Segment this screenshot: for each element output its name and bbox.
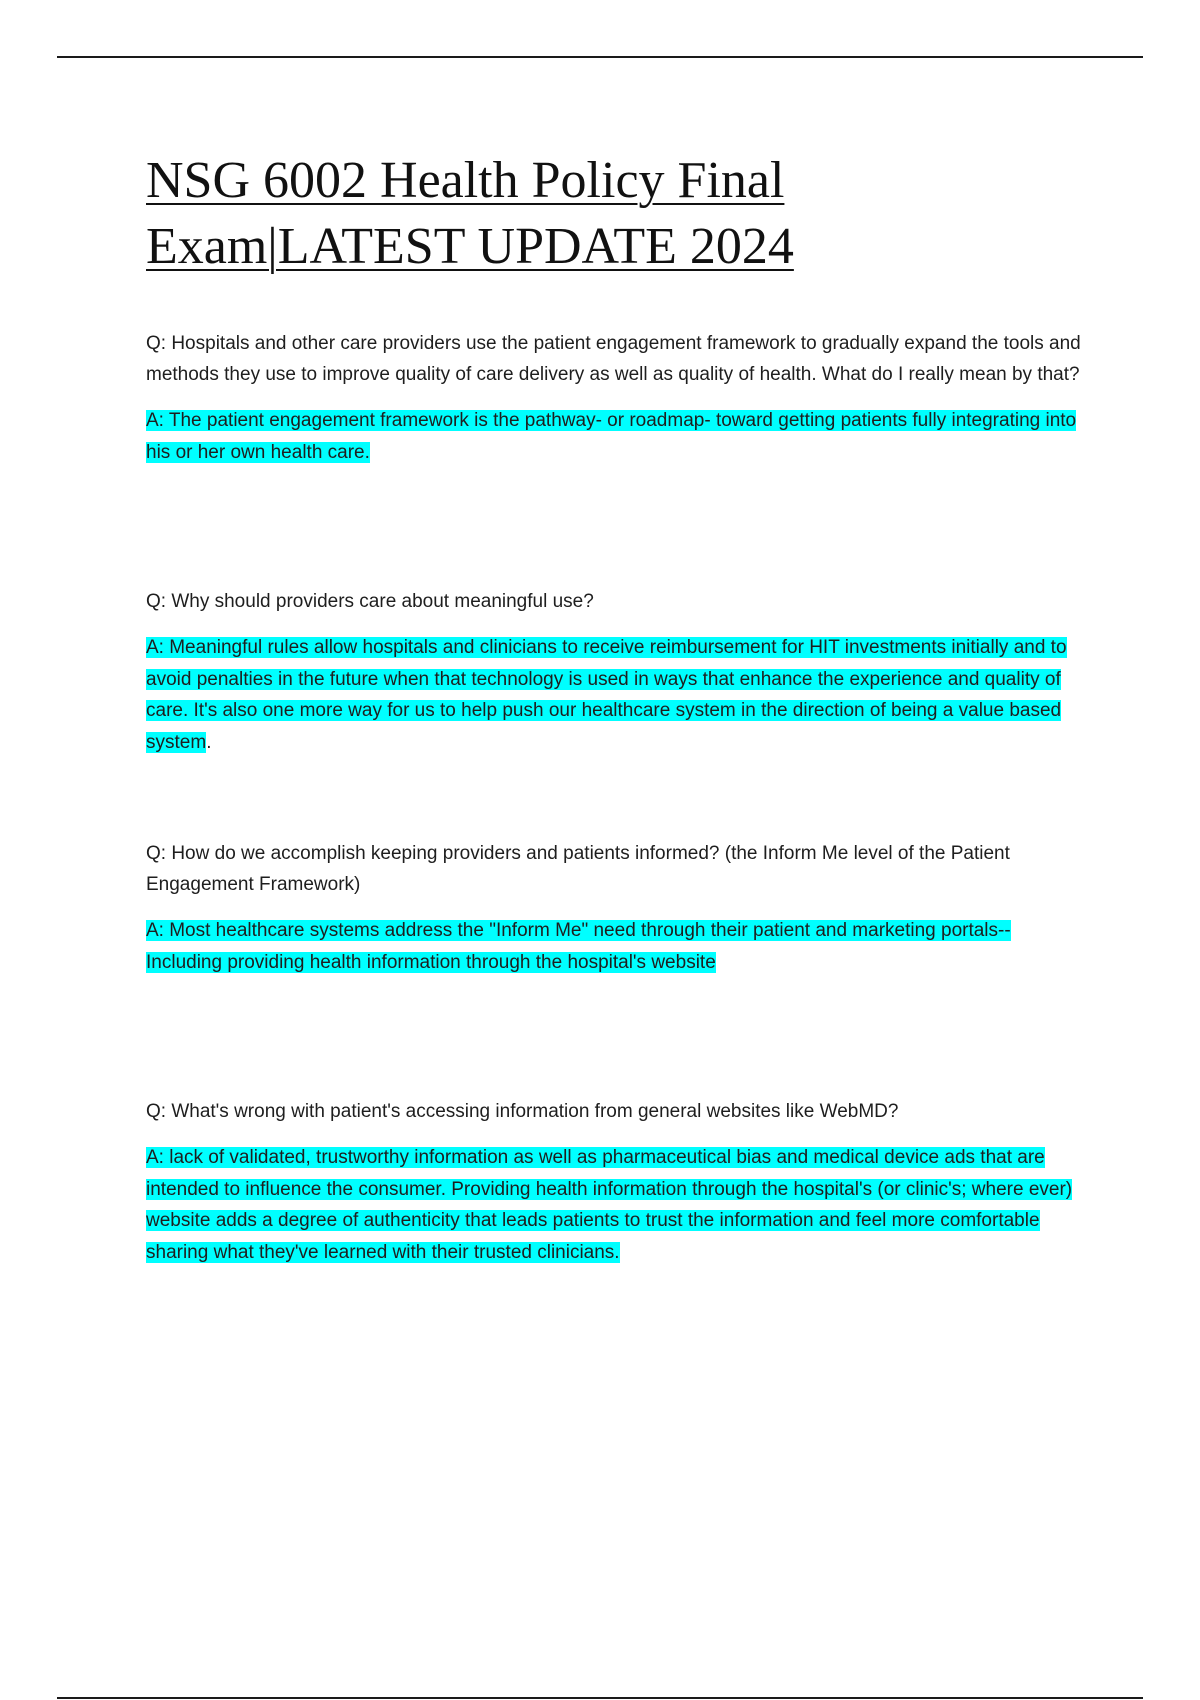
answer-highlighted-text: A: Meaningful rules allow hospitals and clinicians to receive reimbursement for HIT investments initially and to avoid penalties in the future when that technology is used in ways that enhance the experience and quality of care. It's also one more way for us to help push our healthcare system in the direction of being a value based system (146, 637, 1067, 753)
bottom-rule (57, 1697, 1143, 1699)
document-body (146, 148, 1091, 1268)
answer-paragraph (146, 915, 1091, 978)
answer-tail: . (206, 731, 212, 753)
question-text: Q: What's wrong with patient's accessing information from general websites like WebMD? (146, 1101, 899, 1122)
top-rule (57, 56, 1143, 58)
qa-block (146, 586, 1091, 758)
answer-paragraph (146, 405, 1091, 468)
answer-highlighted-text: A: Most healthcare systems address the "Inform Me" need through their patient and marketing portals-- Including providing health information through the hospital's website (146, 920, 1011, 973)
question-text: Q: How do we accomplish keeping providers and patients informed? (the Inform Me level of the Patient Engagement Framework) (146, 843, 1010, 895)
answer-highlighted-text: A: The patient engagement framework is the pathway- or roadmap- toward getting patients fully integrating into his or her own health care. (146, 410, 1077, 463)
qa-block (146, 838, 1091, 978)
answer-paragraph (146, 1142, 1091, 1268)
qa-block (146, 1096, 1091, 1268)
question-text: Q: Hospitals and other care providers use the patient engagement framework to gradually expand the tools and methods they use to improve quality of care delivery as well as quality of health. What do I really mean by that? (146, 333, 1081, 385)
document-title: NSG 6002 Health Policy Final Exam|LATEST UPDATE 2024 (146, 152, 794, 275)
answer-paragraph (146, 632, 1091, 758)
question-text: Q: Why should providers care about meaningful use? (146, 591, 594, 612)
qa-block (146, 328, 1091, 468)
answer-highlighted-text: A: lack of validated, trustworthy information as well as pharmaceutical bias and medical device ads that are intended to influence the consumer. Providing health information through the hospital's (or clinic's; where ever) website adds a degree of authenticity that leads patients to trust the information and feel more comfortable sharing what they've learned with their trusted clinicians. (146, 1147, 1073, 1263)
